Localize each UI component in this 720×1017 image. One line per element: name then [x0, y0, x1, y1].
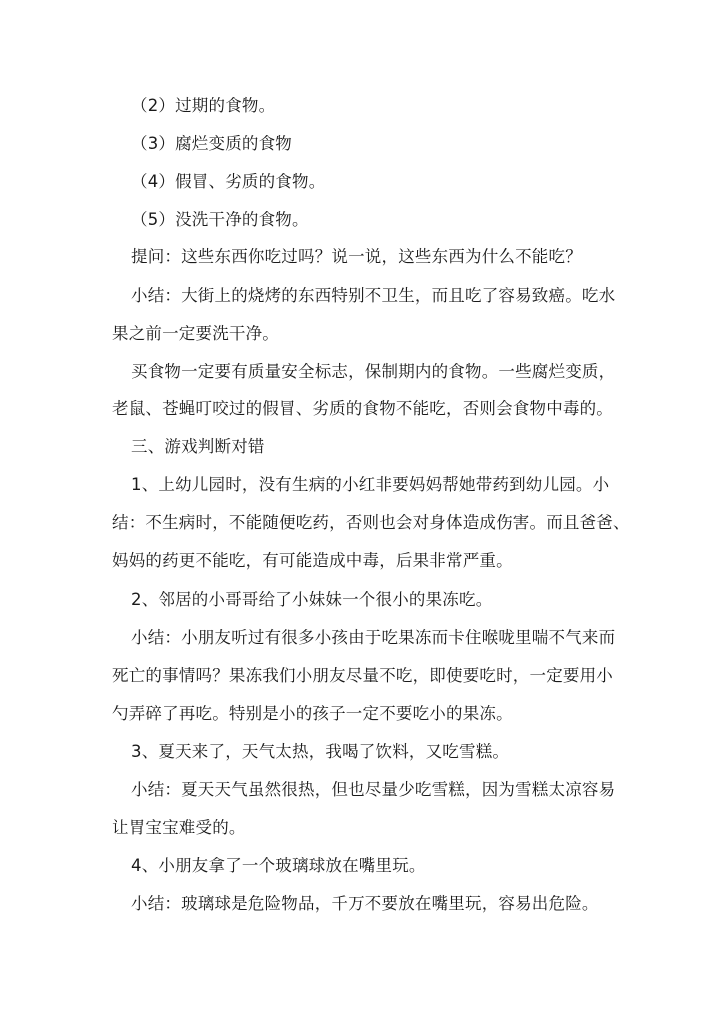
summary-3-line-1: 小结：夏天天气虽然很热，但也尽量少吃雪糕，因为雪糕太凉容易 — [131, 780, 616, 799]
item-1-line-1: 1、上幼儿园时，没有生病的小红非要妈妈帮她带药到幼儿园。小 — [131, 475, 610, 494]
item-1-line-2: 结：不生病时，不能随便吃药，否则也会对身体造成伤害。而且爸爸、 — [112, 513, 630, 532]
item-4: 4、小朋友拿了一个玻璃球放在嘴里玩。 — [131, 856, 426, 875]
item-3: 3、夏天来了，天气太热，我喝了饮料，又吃雪糕。 — [131, 742, 510, 761]
list-item-3: （3）腐烂变质的食物 — [131, 134, 292, 153]
section-3-title: 三、游戏判断对错 — [131, 437, 265, 456]
summary-1-line-2: 果之前一定要洗干净。 — [112, 324, 279, 343]
summary-3-line-2: 让胃宝宝难受的。 — [112, 818, 246, 837]
summary-4: 小结：玻璃球是危险物品，千万不要放在嘴里玩，容易出危险。 — [131, 894, 599, 913]
item-2: 2、邻居的小哥哥给了小妹妹一个很小的果冻吃。 — [131, 590, 493, 609]
buy-food-line-2: 老鼠、苍蝇叮咬过的假冒、劣质的食物不能吃，否则会食物中毒的。 — [112, 399, 613, 418]
summary-2-line-1: 小结：小朋友听过有很多小孩由于吃果冻而卡住喉咙里喘不气来而 — [131, 628, 616, 647]
summary-2-line-2: 死亡的事情吗？果冻我们小朋友尽量不吃，即使要吃时，一定要用小 — [112, 666, 613, 685]
list-item-5: （5）没洗干净的食物。 — [131, 210, 309, 229]
item-1-line-3: 妈妈的药更不能吃，有可能造成中毒，后果非常严重。 — [112, 551, 513, 570]
list-item-2: （2）过期的食物。 — [131, 96, 276, 115]
list-item-4: （4）假冒、劣质的食物。 — [131, 172, 326, 191]
summary-1-line-1: 小结：大街上的烧烤的东西特别不卫生，而且吃了容易致癌。吃水 — [131, 286, 616, 305]
question-text: 提问：这些东西你吃过吗？说一说，这些东西为什么不能吃？ — [131, 247, 582, 266]
buy-food-line-1: 买食物一定要有质量安全标志，保制期内的食物。一些腐烂变质， — [131, 362, 616, 381]
summary-2-line-3: 勺弄碎了再吃。特别是小的孩子一定不要吃小的果冻。 — [112, 704, 513, 723]
